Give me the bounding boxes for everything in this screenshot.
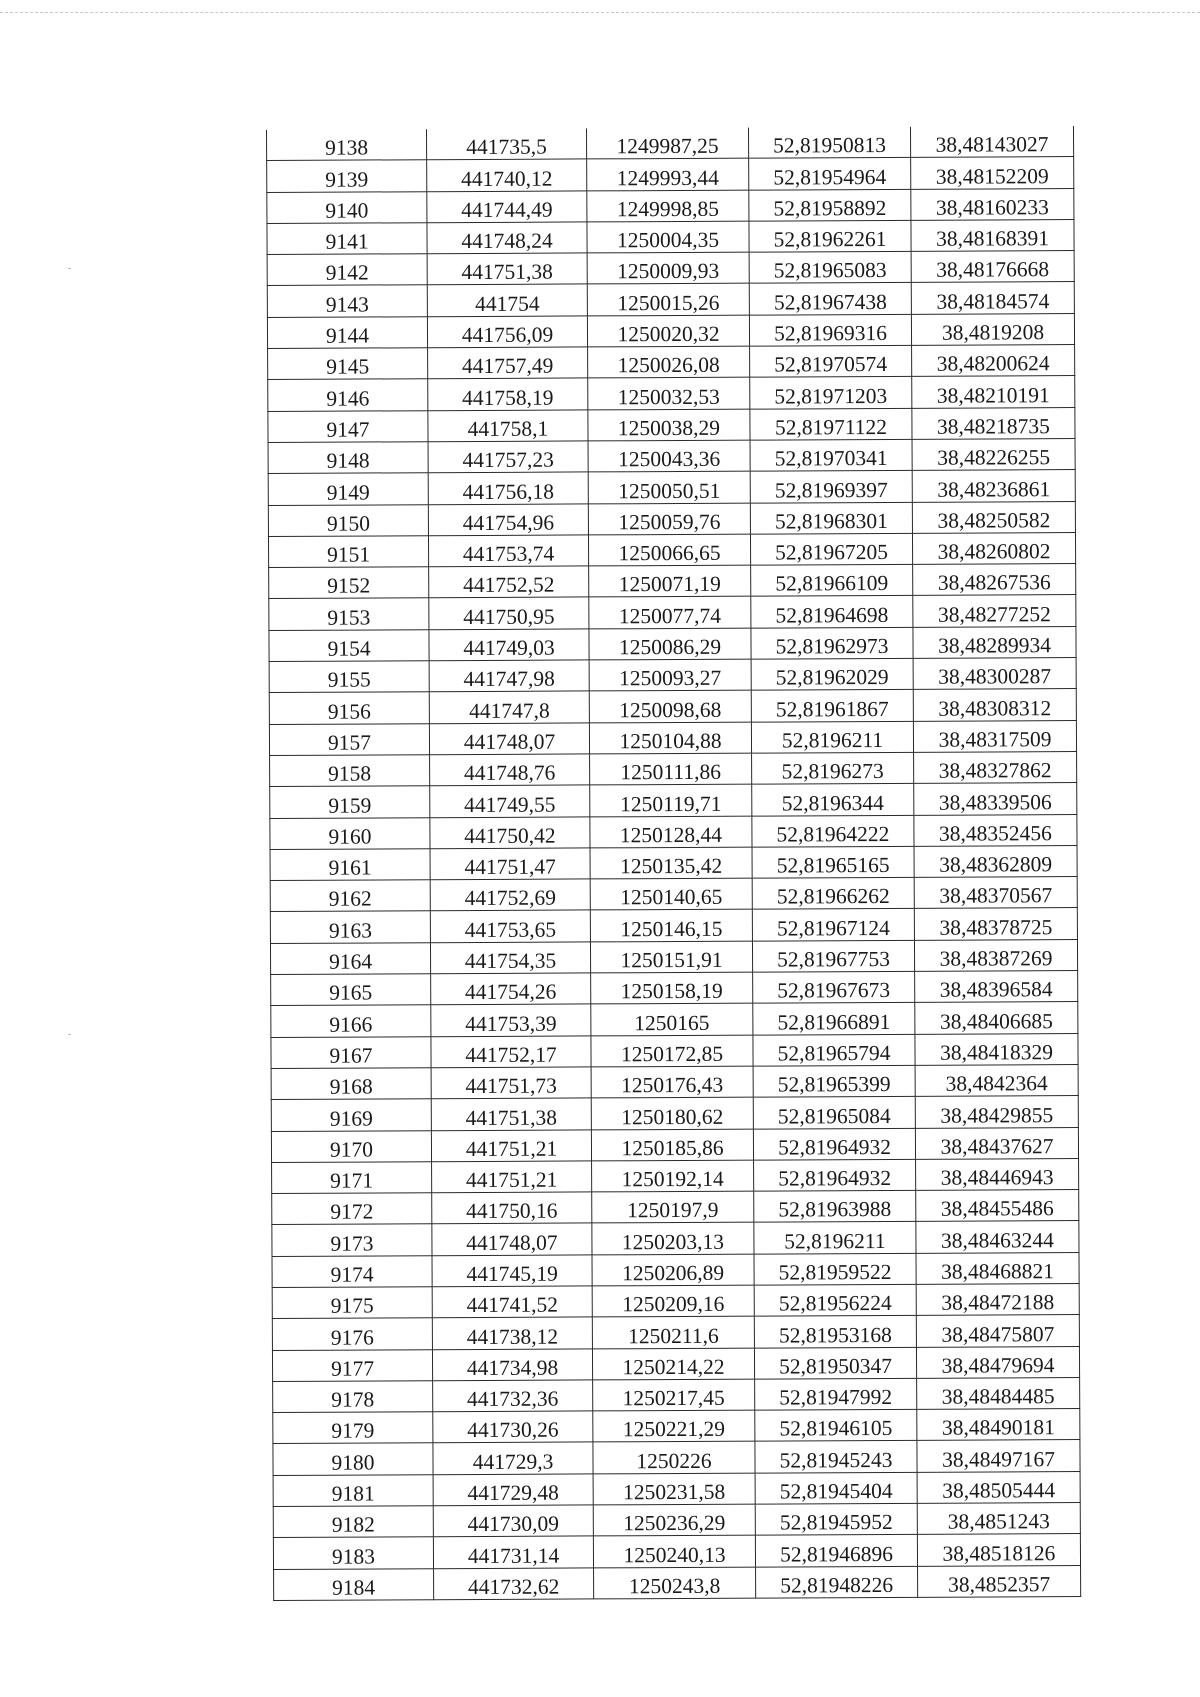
y-coordinate-cell: 1250015,26 — [587, 284, 749, 316]
longitude-cell: 38,48505444 — [917, 1471, 1080, 1503]
table-row — [268, 407, 1075, 442]
x-coordinate-cell: 441749,55 — [430, 785, 590, 817]
point-number-cell: 9168 — [271, 1068, 431, 1100]
longitude-cell: 38,48327862 — [914, 751, 1077, 783]
latitude-cell: 52,81964932 — [753, 1128, 915, 1160]
longitude-cell: 38,4842364 — [915, 1064, 1078, 1096]
table-row — [274, 1565, 1081, 1600]
longitude-cell: 38,48437627 — [915, 1127, 1078, 1159]
point-number-cell: 9142 — [267, 254, 427, 286]
longitude-cell: 38,48218735 — [912, 407, 1075, 439]
longitude-cell: 38,48308312 — [913, 689, 1076, 721]
longitude-cell: 38,48362809 — [914, 845, 1077, 877]
latitude-cell: 52,81959522 — [754, 1253, 916, 1285]
table-row — [269, 689, 1076, 724]
table-row — [273, 1440, 1080, 1475]
point-number-cell: 9158 — [270, 755, 430, 787]
point-number-cell: 9154 — [269, 629, 429, 661]
point-number-cell: 9183 — [273, 1537, 433, 1569]
latitude-cell: 52,81964932 — [754, 1159, 916, 1191]
y-coordinate-cell: 1250128,44 — [590, 816, 752, 848]
table-row — [267, 251, 1074, 286]
y-coordinate-cell: 1250158,19 — [591, 972, 753, 1004]
latitude-cell: 52,81964698 — [751, 596, 913, 628]
x-coordinate-cell: 441758,19 — [428, 378, 588, 410]
latitude-cell: 52,81945952 — [755, 1503, 917, 1535]
x-coordinate-cell: 441751,21 — [431, 1129, 591, 1161]
latitude-cell: 52,81970341 — [750, 439, 912, 471]
point-number-cell: 9140 — [267, 191, 427, 223]
latitude-cell: 52,81969316 — [749, 314, 911, 346]
longitude-cell: 38,48484485 — [917, 1377, 1080, 1409]
longitude-cell: 38,48210191 — [912, 376, 1075, 408]
x-coordinate-cell: 441738,12 — [432, 1317, 592, 1349]
latitude-cell: 52,81962029 — [751, 658, 913, 690]
x-coordinate-cell: 441748,07 — [432, 1223, 592, 1255]
latitude-cell: 52,81946105 — [755, 1410, 917, 1442]
point-number-cell: 9160 — [270, 817, 430, 849]
table-row — [270, 783, 1077, 818]
y-coordinate-cell: 1249998,85 — [587, 190, 749, 222]
y-coordinate-cell: 1250059,76 — [588, 503, 750, 535]
y-coordinate-cell: 1250151,91 — [590, 941, 752, 973]
table-row — [270, 877, 1077, 912]
x-coordinate-cell: 441741,52 — [432, 1286, 592, 1318]
table-row — [271, 1064, 1078, 1099]
latitude-cell: 52,81965084 — [753, 1097, 915, 1129]
point-number-cell: 9153 — [269, 598, 429, 630]
table-row — [267, 126, 1074, 161]
latitude-cell: 52,81967438 — [749, 283, 911, 315]
longitude-cell: 38,48472188 — [916, 1284, 1079, 1316]
x-coordinate-cell: 441753,39 — [431, 1004, 591, 1036]
latitude-cell: 52,81961867 — [751, 690, 913, 722]
longitude-cell: 38,48260802 — [912, 532, 1075, 564]
x-coordinate-cell: 441757,49 — [428, 347, 588, 379]
longitude-cell: 38,48406685 — [915, 1002, 1078, 1034]
latitude-cell: 52,81968301 — [750, 502, 912, 534]
point-number-cell: 9157 — [269, 723, 429, 755]
table-row — [269, 626, 1076, 661]
table-row — [273, 1471, 1080, 1506]
y-coordinate-cell: 1250203,13 — [592, 1223, 754, 1255]
table-row — [269, 720, 1076, 755]
table-row — [273, 1377, 1080, 1412]
table-row — [267, 219, 1074, 254]
longitude-cell: 38,4819208 — [911, 313, 1074, 345]
latitude-cell: 52,81969397 — [750, 471, 912, 503]
latitude-cell: 52,81948226 — [756, 1566, 918, 1598]
y-coordinate-cell: 1250214,22 — [592, 1348, 754, 1380]
table-row — [271, 1002, 1078, 1037]
x-coordinate-cell: 441750,95 — [429, 597, 589, 629]
latitude-cell: 52,81958892 — [749, 189, 911, 221]
y-coordinate-cell: 1250032,53 — [588, 378, 750, 410]
x-coordinate-cell: 441732,62 — [434, 1568, 594, 1600]
latitude-cell: 52,81966262 — [752, 877, 914, 909]
y-coordinate-cell: 1250240,13 — [593, 1535, 755, 1567]
y-coordinate-cell: 1250066,65 — [588, 534, 750, 566]
y-coordinate-cell: 1250104,88 — [589, 722, 751, 754]
table-row — [270, 751, 1077, 786]
point-number-cell: 9179 — [273, 1412, 433, 1444]
latitude-cell: 52,81956224 — [754, 1284, 916, 1316]
x-coordinate-cell: 441758,1 — [428, 410, 588, 442]
point-number-cell: 9170 — [271, 1130, 431, 1162]
y-coordinate-cell: 1250111,86 — [590, 753, 752, 785]
x-coordinate-cell: 441753,74 — [428, 535, 588, 567]
point-number-cell: 9148 — [268, 442, 428, 474]
y-coordinate-cell: 1250221,29 — [593, 1410, 755, 1442]
x-coordinate-cell: 441734,98 — [432, 1348, 592, 1380]
table-row — [271, 1096, 1078, 1131]
table-row — [273, 1503, 1080, 1538]
point-number-cell: 9167 — [271, 1036, 431, 1068]
table-row — [268, 439, 1075, 474]
point-number-cell: 9161 — [270, 849, 430, 881]
latitude-cell: 52,81965165 — [752, 846, 914, 878]
x-coordinate-cell: 441748,24 — [427, 222, 587, 254]
y-coordinate-cell: 1250172,85 — [591, 1035, 753, 1067]
longitude-cell: 38,48455486 — [916, 1190, 1079, 1222]
table-row — [270, 845, 1077, 880]
longitude-cell: 38,48378725 — [914, 908, 1077, 940]
x-coordinate-cell: 441757,23 — [428, 441, 588, 473]
table-row — [272, 1252, 1079, 1287]
point-number-cell: 9165 — [271, 974, 431, 1006]
x-coordinate-cell: 441747,98 — [429, 660, 589, 692]
x-coordinate-cell: 441748,76 — [430, 754, 590, 786]
y-coordinate-cell: 1250236,29 — [593, 1504, 755, 1536]
latitude-cell: 52,81947992 — [755, 1378, 917, 1410]
latitude-cell: 52,81945404 — [755, 1472, 917, 1504]
latitude-cell: 52,8196211 — [754, 1222, 916, 1254]
x-coordinate-cell: 441730,09 — [433, 1505, 593, 1537]
y-coordinate-cell: 1250071,19 — [589, 565, 751, 597]
table-row — [270, 939, 1077, 974]
x-coordinate-cell: 441729,48 — [433, 1474, 593, 1506]
point-number-cell: 9139 — [267, 160, 427, 192]
point-number-cell: 9162 — [270, 880, 430, 912]
latitude-cell: 52,81970574 — [750, 345, 912, 377]
y-coordinate-cell: 1250026,08 — [588, 346, 750, 378]
latitude-cell: 52,81946896 — [755, 1535, 917, 1567]
point-number-cell: 9159 — [270, 786, 430, 818]
point-number-cell: 9143 — [267, 285, 427, 317]
table-row — [271, 1033, 1078, 1068]
longitude-cell: 38,48518126 — [917, 1534, 1080, 1566]
x-coordinate-cell: 441752,69 — [430, 879, 590, 911]
longitude-cell: 38,48236861 — [912, 470, 1075, 502]
x-coordinate-cell: 441744,49 — [427, 191, 587, 223]
longitude-cell: 38,48289934 — [913, 626, 1076, 658]
table-row — [267, 313, 1074, 348]
longitude-cell: 38,48184574 — [911, 282, 1074, 314]
longitude-cell: 38,48352456 — [914, 814, 1077, 846]
x-coordinate-cell: 441754,96 — [428, 503, 588, 535]
point-number-cell: 9141 — [267, 223, 427, 255]
y-coordinate-cell: 1250226 — [593, 1442, 755, 1474]
longitude-cell: 38,48226255 — [912, 439, 1075, 471]
latitude-cell: 52,8196273 — [752, 752, 914, 784]
y-coordinate-cell: 1250086,29 — [589, 628, 751, 660]
longitude-cell: 38,48490181 — [917, 1409, 1080, 1441]
x-coordinate-cell: 441751,38 — [431, 1098, 591, 1130]
x-coordinate-cell: 441740,12 — [427, 159, 587, 191]
point-number-cell: 9174 — [272, 1255, 432, 1287]
latitude-cell: 52,81950347 — [754, 1347, 916, 1379]
x-coordinate-cell: 441751,47 — [430, 848, 590, 880]
table-row — [272, 1346, 1079, 1381]
latitude-cell: 52,81945243 — [755, 1441, 917, 1473]
x-coordinate-cell: 441753,65 — [430, 910, 590, 942]
longitude-cell: 38,48143027 — [910, 126, 1073, 158]
point-number-cell: 9166 — [271, 1005, 431, 1037]
table-row — [271, 1127, 1078, 1162]
x-coordinate-cell: 441751,38 — [427, 253, 587, 285]
point-number-cell: 9138 — [267, 129, 427, 161]
y-coordinate-cell: 1250140,65 — [590, 878, 752, 910]
latitude-cell: 52,81965794 — [753, 1034, 915, 1066]
x-coordinate-cell: 441748,07 — [429, 723, 589, 755]
y-coordinate-cell: 1250231,58 — [593, 1473, 755, 1505]
point-number-cell: 9146 — [268, 379, 428, 411]
point-number-cell: 9178 — [273, 1381, 433, 1413]
table-row — [268, 345, 1075, 380]
x-coordinate-cell: 441751,73 — [431, 1067, 591, 1099]
point-number-cell: 9184 — [274, 1568, 434, 1600]
y-coordinate-cell: 1250119,71 — [590, 784, 752, 816]
point-number-cell: 9145 — [268, 348, 428, 380]
point-number-cell: 9149 — [268, 473, 428, 505]
longitude-cell: 38,48200624 — [912, 345, 1075, 377]
longitude-cell: 38,48339506 — [914, 783, 1077, 815]
y-coordinate-cell: 1250077,74 — [589, 597, 751, 629]
table-row — [272, 1190, 1079, 1225]
point-number-cell: 9156 — [269, 692, 429, 724]
y-coordinate-cell: 1250004,35 — [587, 221, 749, 253]
table-row — [269, 595, 1076, 630]
y-coordinate-cell: 1250165 — [591, 1003, 753, 1035]
point-number-cell: 9169 — [271, 1099, 431, 1131]
latitude-cell: 52,81965399 — [753, 1065, 915, 1097]
y-coordinate-cell: 1249993,44 — [587, 158, 749, 190]
y-coordinate-cell: 1250093,27 — [589, 659, 751, 691]
point-number-cell: 9147 — [268, 410, 428, 442]
longitude-cell: 38,48497167 — [917, 1440, 1080, 1472]
longitude-cell: 38,48475807 — [916, 1315, 1079, 1347]
x-coordinate-cell: 441754,26 — [431, 973, 591, 1005]
point-number-cell: 9182 — [273, 1506, 433, 1538]
y-coordinate-cell: 1250211,6 — [592, 1316, 754, 1348]
longitude-cell: 38,48387269 — [914, 939, 1077, 971]
longitude-cell: 38,48277252 — [913, 595, 1076, 627]
x-coordinate-cell: 441754,35 — [430, 942, 590, 974]
point-number-cell: 9155 — [269, 661, 429, 693]
point-number-cell: 9173 — [272, 1224, 432, 1256]
y-coordinate-cell: 1250209,16 — [592, 1285, 754, 1317]
x-coordinate-cell: 441731,14 — [433, 1536, 593, 1568]
x-coordinate-cell: 441750,16 — [432, 1192, 592, 1224]
latitude-cell: 52,8196211 — [751, 721, 913, 753]
longitude-cell: 38,48267536 — [913, 564, 1076, 596]
table-row — [272, 1284, 1079, 1319]
table-row — [267, 157, 1074, 192]
latitude-cell: 52,81967673 — [753, 971, 915, 1003]
scan-top-edge — [0, 12, 1200, 13]
longitude-cell: 38,4852357 — [918, 1565, 1081, 1597]
longitude-cell: 38,48468821 — [916, 1252, 1079, 1284]
latitude-cell: 52,81962973 — [751, 627, 913, 659]
latitude-cell: 52,81967753 — [752, 940, 914, 972]
table-row — [268, 532, 1075, 567]
longitude-cell: 38,48168391 — [911, 219, 1074, 251]
longitude-cell: 38,48429855 — [915, 1096, 1078, 1128]
y-coordinate-cell: 1250020,32 — [587, 315, 749, 347]
longitude-cell: 38,4851243 — [917, 1503, 1080, 1535]
x-coordinate-cell: 441735,5 — [426, 128, 586, 160]
table-row — [272, 1315, 1079, 1350]
y-coordinate-cell: 1249987,25 — [586, 128, 748, 160]
longitude-cell: 38,48463244 — [916, 1221, 1079, 1253]
y-coordinate-cell: 1250050,51 — [588, 471, 750, 503]
table-row — [272, 1221, 1079, 1256]
x-coordinate-cell: 441751,21 — [432, 1161, 592, 1193]
point-number-cell: 9152 — [269, 567, 429, 599]
table-row — [273, 1534, 1080, 1569]
table-row — [269, 564, 1076, 599]
point-number-cell: 9171 — [272, 1162, 432, 1194]
point-number-cell: 9180 — [273, 1443, 433, 1475]
latitude-cell: 52,81967124 — [752, 909, 914, 941]
x-coordinate-cell: 441752,52 — [429, 566, 589, 598]
longitude-cell: 38,48479694 — [916, 1346, 1079, 1378]
y-coordinate-cell: 1250009,93 — [587, 252, 749, 284]
longitude-cell: 38,48160233 — [911, 188, 1074, 220]
x-coordinate-cell: 441754 — [427, 284, 587, 316]
latitude-cell: 52,81966109 — [751, 565, 913, 597]
y-coordinate-cell: 1250185,86 — [591, 1129, 753, 1161]
point-number-cell: 9150 — [268, 504, 428, 536]
x-coordinate-cell: 441749,03 — [429, 629, 589, 661]
latitude-cell: 52,81965083 — [749, 252, 911, 284]
table-row — [273, 1409, 1080, 1444]
y-coordinate-cell: 1250135,42 — [590, 847, 752, 879]
table-row — [268, 376, 1075, 411]
y-coordinate-cell: 1250243,8 — [594, 1567, 756, 1599]
point-number-cell: 9151 — [268, 536, 428, 568]
coordinates-table — [266, 126, 1081, 1601]
table-row — [267, 282, 1074, 317]
point-number-cell: 9175 — [272, 1287, 432, 1319]
point-number-cell: 9176 — [272, 1318, 432, 1350]
point-number-cell: 9144 — [267, 316, 427, 348]
latitude-cell: 52,81954964 — [749, 158, 911, 190]
x-coordinate-cell: 441756,09 — [427, 316, 587, 348]
longitude-cell: 38,48446943 — [916, 1158, 1079, 1190]
y-coordinate-cell: 1250180,62 — [591, 1097, 753, 1129]
latitude-cell: 52,81953168 — [754, 1316, 916, 1348]
table-row — [270, 814, 1077, 849]
y-coordinate-cell: 1250206,89 — [592, 1254, 754, 1286]
y-coordinate-cell: 1250197,9 — [592, 1191, 754, 1223]
latitude-cell: 52,81971203 — [750, 377, 912, 409]
point-number-cell: 9172 — [272, 1193, 432, 1225]
x-coordinate-cell: 441752,17 — [431, 1036, 591, 1068]
table-row — [269, 658, 1076, 693]
table-row — [272, 1158, 1079, 1193]
point-number-cell: 9163 — [270, 911, 430, 943]
y-coordinate-cell: 1250043,36 — [588, 440, 750, 472]
latitude-cell: 52,8196344 — [752, 784, 914, 816]
latitude-cell: 52,81971122 — [750, 408, 912, 440]
margin-mark — [68, 1034, 71, 1035]
y-coordinate-cell: 1250038,29 — [588, 409, 750, 441]
x-coordinate-cell: 441747,8 — [429, 691, 589, 723]
longitude-cell: 38,48152209 — [911, 157, 1074, 189]
coordinates-table-body — [267, 126, 1081, 1600]
x-coordinate-cell: 441729,3 — [433, 1442, 593, 1474]
point-number-cell: 9164 — [270, 942, 430, 974]
latitude-cell: 52,81964222 — [752, 815, 914, 847]
longitude-cell: 38,48396584 — [915, 971, 1078, 1003]
latitude-cell: 52,81967205 — [750, 533, 912, 565]
x-coordinate-cell: 441756,18 — [428, 472, 588, 504]
table-row — [268, 501, 1075, 536]
table-row — [267, 188, 1074, 223]
longitude-cell: 38,48370567 — [914, 877, 1077, 909]
longitude-cell: 38,48317509 — [913, 720, 1076, 752]
longitude-cell: 38,48176668 — [911, 251, 1074, 283]
x-coordinate-cell: 441750,42 — [430, 816, 590, 848]
table-row — [268, 470, 1075, 505]
point-number-cell: 9177 — [272, 1349, 432, 1381]
y-coordinate-cell: 1250217,45 — [593, 1379, 755, 1411]
latitude-cell: 52,81963988 — [754, 1190, 916, 1222]
x-coordinate-cell: 441732,36 — [433, 1380, 593, 1412]
longitude-cell: 38,48300287 — [913, 658, 1076, 690]
table-row — [270, 908, 1077, 943]
table-row — [271, 971, 1078, 1006]
longitude-cell: 38,48418329 — [915, 1033, 1078, 1065]
y-coordinate-cell: 1250146,15 — [590, 910, 752, 942]
latitude-cell: 52,81966891 — [753, 1003, 915, 1035]
longitude-cell: 38,48250582 — [912, 501, 1075, 533]
margin-mark — [68, 268, 71, 269]
x-coordinate-cell: 441745,19 — [432, 1255, 592, 1287]
latitude-cell: 52,81962261 — [749, 220, 911, 252]
x-coordinate-cell: 441730,26 — [433, 1411, 593, 1443]
y-coordinate-cell: 1250192,14 — [592, 1160, 754, 1192]
latitude-cell: 52,81950813 — [748, 127, 910, 159]
point-number-cell: 9181 — [273, 1474, 433, 1506]
y-coordinate-cell: 1250098,68 — [589, 690, 751, 722]
y-coordinate-cell: 1250176,43 — [591, 1066, 753, 1098]
